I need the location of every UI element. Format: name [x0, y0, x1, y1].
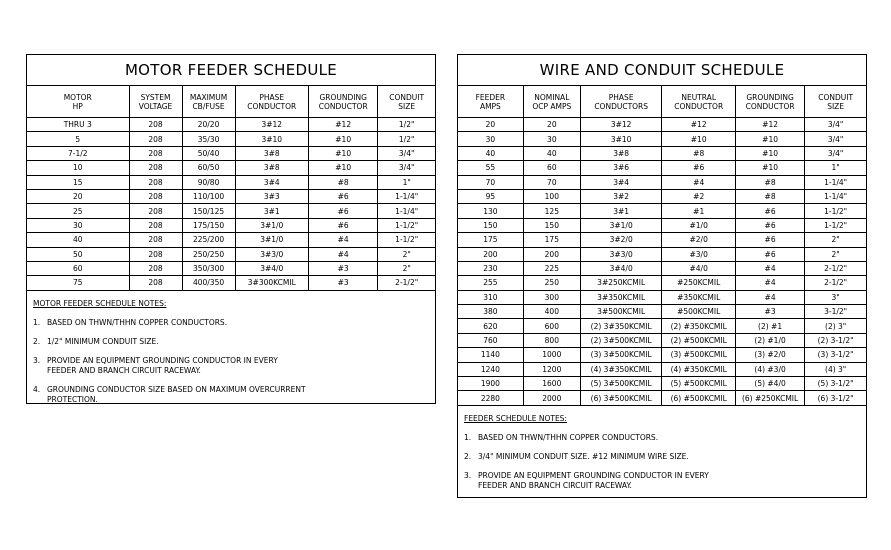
table-cell: 10: [27, 161, 129, 175]
table-cell: 1-1/4": [805, 189, 866, 203]
table-cell: 3#1/0: [235, 218, 308, 232]
wire-column-header: CONDUIT SIZE: [805, 86, 866, 118]
table-row: [458, 132, 866, 146]
table-cell: #4/0: [662, 261, 735, 275]
table-cell: 150: [458, 218, 523, 232]
table-cell: 3-1/2": [805, 305, 866, 319]
table-cell: 310: [458, 290, 523, 304]
table-cell: #10: [735, 132, 804, 146]
table-cell: 255: [458, 276, 523, 290]
table-cell: 1": [805, 161, 866, 175]
table-cell: 25: [27, 204, 129, 218]
table-cell: (5) 3-1/2": [805, 377, 866, 391]
table-cell: (2) 3": [805, 319, 866, 333]
table-cell: 75: [27, 276, 129, 290]
table-cell: 1/2": [378, 132, 435, 146]
table-cell: 2280: [458, 391, 523, 405]
note-text: GROUNDING CONDUCTOR SIZE BASED ON MAXIMUM OVERCURRENT PROTECTION.: [47, 384, 306, 404]
table-cell: (3) #2/0: [735, 348, 804, 362]
motor-schedule-title: MOTOR FEEDER SCHEDULE: [27, 55, 435, 86]
table-cell: (2) 3#500KCMIL: [580, 333, 662, 347]
table-cell: #4: [735, 276, 804, 290]
table-cell: 3#1: [580, 204, 662, 218]
table-cell: 2-1/2": [378, 276, 435, 290]
table-cell: 3#10: [235, 132, 308, 146]
table-row: [458, 146, 866, 160]
table-cell: 3#500KCMIL: [580, 305, 662, 319]
table-row: [458, 348, 866, 362]
table-cell: 2": [378, 261, 435, 275]
table-cell: 3#4: [235, 175, 308, 189]
note-item: [33, 318, 435, 328]
table-cell: 620: [458, 319, 523, 333]
table-cell: #3: [735, 305, 804, 319]
table-cell: #3: [309, 276, 378, 290]
table-row: [27, 261, 435, 275]
table-cell: #6: [735, 233, 804, 247]
table-cell: 30: [523, 132, 580, 146]
motor-notes-title: MOTOR FEEDER SCHEDULE NOTES:: [33, 298, 167, 308]
table-row: [458, 247, 866, 261]
table-row: [27, 161, 435, 175]
table-cell: 200: [458, 247, 523, 261]
table-cell: 300: [523, 290, 580, 304]
table-cell: 7-1/2: [27, 146, 129, 160]
table-cell: #250KCMIL: [662, 276, 735, 290]
table-cell: 3#3/0: [580, 247, 662, 261]
note-item: [33, 385, 435, 405]
table-row: [458, 189, 866, 203]
wire-column-header: GROUNDING CONDUCTOR: [735, 86, 804, 118]
table-cell: 3#12: [580, 118, 662, 132]
table-cell: #10: [309, 161, 378, 175]
table-cell: 760: [458, 333, 523, 347]
table-cell: #4: [735, 290, 804, 304]
table-cell: 200: [523, 247, 580, 261]
note-text: PROVIDE AN EQUIPMENT GROUNDING CONDUCTOR IN EVERY FEEDER AND BRANCH CIRCUIT RACEWAY.: [47, 355, 278, 375]
table-cell: 30: [458, 132, 523, 146]
table-cell: #3/0: [662, 247, 735, 261]
table-cell: 3#8: [235, 146, 308, 160]
table-cell: 60/50: [182, 161, 235, 175]
table-cell: 95: [458, 189, 523, 203]
table-cell: (6) #500KCMIL: [662, 391, 735, 405]
table-cell: 400: [523, 305, 580, 319]
table-cell: 90/80: [182, 175, 235, 189]
table-cell: (4) 3#350KCMIL: [580, 362, 662, 376]
table-cell: 1-1/2": [378, 218, 435, 232]
motor-schedule-table: [27, 86, 435, 291]
motor-notes-list: [33, 318, 435, 405]
table-cell: 40: [523, 146, 580, 160]
table-cell: #500KCMIL: [662, 305, 735, 319]
table-cell: (6) #250KCMIL: [735, 391, 804, 405]
table-cell: 20: [458, 118, 523, 132]
table-cell: (2) #1: [735, 319, 804, 333]
table-cell: 1-1/4": [378, 204, 435, 218]
wire-and-conduit-schedule: [457, 54, 867, 498]
table-row: [458, 362, 866, 376]
note-item: [464, 452, 866, 462]
table-row: [27, 118, 435, 132]
table-cell: #6: [662, 161, 735, 175]
table-cell: (2) #500KCMIL: [662, 333, 735, 347]
table-cell: #3: [309, 261, 378, 275]
table-cell: #6: [735, 247, 804, 261]
table-cell: 1900: [458, 377, 523, 391]
note-number: 1.: [33, 317, 41, 327]
table-cell: 3#2/0: [580, 233, 662, 247]
note-text: 1/2" MINIMUM CONDUIT SIZE.: [47, 336, 159, 346]
motor-schedule-notes: [27, 291, 435, 405]
table-cell: 15: [27, 175, 129, 189]
table-cell: 100: [523, 189, 580, 203]
table-cell: 175/150: [182, 218, 235, 232]
table-cell: 2": [378, 247, 435, 261]
table-cell: THRU 3: [27, 118, 129, 132]
table-cell: 1-1/2": [378, 233, 435, 247]
table-row: [458, 204, 866, 218]
table-cell: 208: [129, 261, 182, 275]
table-cell: 250: [523, 276, 580, 290]
table-cell: 208: [129, 146, 182, 160]
motor-table-body: [27, 118, 435, 291]
table-cell: 150: [523, 218, 580, 232]
table-row: [458, 305, 866, 319]
table-cell: (4) #350KCMIL: [662, 362, 735, 376]
table-cell: 600: [523, 319, 580, 333]
table-cell: 225/200: [182, 233, 235, 247]
table-cell: (3) 3-1/2": [805, 348, 866, 362]
table-cell: 60: [27, 261, 129, 275]
wire-notes-list: [464, 433, 866, 491]
table-cell: #8: [662, 146, 735, 160]
table-cell: 3/4": [805, 132, 866, 146]
motor-column-header: SYSTEM VOLTAGE: [129, 86, 182, 118]
wire-schedule-title: WIRE AND CONDUIT SCHEDULE: [458, 55, 866, 86]
table-cell: 60: [523, 161, 580, 175]
table-cell: (6) 3#500KCMIL: [580, 391, 662, 405]
table-cell: 208: [129, 276, 182, 290]
table-cell: #1/0: [662, 218, 735, 232]
table-cell: 3#1/0: [235, 233, 308, 247]
note-item: [464, 433, 866, 443]
table-cell: #6: [309, 189, 378, 203]
table-cell: 50: [27, 247, 129, 261]
table-cell: 2-1/2": [805, 276, 866, 290]
table-cell: 208: [129, 118, 182, 132]
table-cell: 2-1/2": [805, 261, 866, 275]
table-cell: 3#1: [235, 204, 308, 218]
table-row: [27, 276, 435, 290]
table-cell: #1: [662, 204, 735, 218]
wire-schedule-notes: [458, 406, 866, 491]
table-cell: 208: [129, 175, 182, 189]
table-cell: 225: [523, 261, 580, 275]
note-item: [33, 337, 435, 347]
table-cell: 3#4/0: [580, 261, 662, 275]
table-cell: 208: [129, 247, 182, 261]
table-cell: (6) 3-1/2": [805, 391, 866, 405]
table-row: [27, 175, 435, 189]
motor-column-header: PHASE CONDUCTOR: [235, 86, 308, 118]
table-cell: 208: [129, 204, 182, 218]
table-cell: 1/2": [378, 118, 435, 132]
motor-column-header: MOTOR HP: [27, 86, 129, 118]
table-cell: 380: [458, 305, 523, 319]
table-cell: 3": [805, 290, 866, 304]
table-cell: 350/300: [182, 261, 235, 275]
table-cell: 208: [129, 189, 182, 203]
table-cell: #4: [662, 175, 735, 189]
table-cell: 175: [458, 233, 523, 247]
motor-feeder-schedule: [26, 54, 436, 404]
motor-column-header: GROUNDING CONDUCTOR: [309, 86, 378, 118]
table-cell: 2000: [523, 391, 580, 405]
table-cell: 70: [458, 175, 523, 189]
table-cell: 3#6: [580, 161, 662, 175]
table-cell: 125: [523, 204, 580, 218]
table-row: [458, 161, 866, 175]
table-cell: 3#4/0: [235, 261, 308, 275]
table-cell: #6: [309, 204, 378, 218]
table-cell: 230: [458, 261, 523, 275]
note-number: 4.: [33, 384, 41, 394]
table-cell: 40: [458, 146, 523, 160]
note-text: BASED ON THWN/THHN COPPER CONDUCTORS.: [478, 432, 659, 442]
table-cell: 55: [458, 161, 523, 175]
table-cell: 130: [458, 204, 523, 218]
table-cell: 1": [378, 175, 435, 189]
table-cell: 3#12: [235, 118, 308, 132]
table-cell: 1200: [523, 362, 580, 376]
table-cell: (2) 3-1/2": [805, 333, 866, 347]
table-cell: 3#3: [235, 189, 308, 203]
note-item: [464, 471, 866, 491]
wire-column-header: PHASE CONDUCTORS: [580, 86, 662, 118]
table-cell: 1-1/2": [805, 218, 866, 232]
table-cell: #10: [735, 161, 804, 175]
table-cell: #4: [735, 261, 804, 275]
table-cell: #350KCMIL: [662, 290, 735, 304]
table-cell: 800: [523, 333, 580, 347]
table-cell: 1-1/4": [805, 175, 866, 189]
table-cell: (5) 3#500KCMIL: [580, 377, 662, 391]
table-cell: 208: [129, 218, 182, 232]
table-row: [458, 118, 866, 132]
table-cell: 3/4": [378, 161, 435, 175]
table-cell: 20: [27, 189, 129, 203]
wire-column-header: FEEDER AMPS: [458, 86, 523, 118]
table-row: [458, 377, 866, 391]
table-row: [27, 247, 435, 261]
table-cell: 3#2: [580, 189, 662, 203]
table-cell: 1240: [458, 362, 523, 376]
table-cell: 30: [27, 218, 129, 232]
table-cell: 50/40: [182, 146, 235, 160]
wire-notes-title: FEEDER SCHEDULE NOTES:: [464, 413, 567, 423]
table-row: [27, 189, 435, 203]
table-cell: 3#8: [235, 161, 308, 175]
table-cell: #4: [309, 247, 378, 261]
note-text: BASED ON THWN/THHN COPPER CONDUCTORS.: [47, 317, 228, 327]
table-cell: (2) 3#350KCMIL: [580, 319, 662, 333]
table-row: [458, 319, 866, 333]
table-cell: 3#1/0: [580, 218, 662, 232]
table-row: [458, 290, 866, 304]
table-cell: 2": [805, 233, 866, 247]
table-row: [27, 132, 435, 146]
motor-column-header: CONDUIT SIZE: [378, 86, 435, 118]
table-cell: 175: [523, 233, 580, 247]
table-cell: 1-1/4": [378, 189, 435, 203]
note-text: 3/4" MINIMUM CONDUIT SIZE. #12 MINIMUM WIRE SIZE.: [478, 451, 689, 461]
table-cell: #10: [309, 132, 378, 146]
wire-header-row: [458, 86, 866, 118]
table-cell: #2: [662, 189, 735, 203]
table-cell: 1-1/2": [805, 204, 866, 218]
table-cell: 3/4": [805, 146, 866, 160]
table-cell: 20/20: [182, 118, 235, 132]
note-number: 3.: [464, 470, 472, 480]
table-row: [27, 233, 435, 247]
wire-table-body: [458, 118, 866, 406]
table-cell: #8: [309, 175, 378, 189]
table-cell: 3#10: [580, 132, 662, 146]
table-row: [458, 218, 866, 232]
table-cell: #8: [735, 175, 804, 189]
note-number: 2.: [33, 336, 41, 346]
wire-schedule-table: [458, 86, 866, 406]
table-cell: #10: [662, 132, 735, 146]
note-text: PROVIDE AN EQUIPMENT GROUNDING CONDUCTOR IN EVERY FEEDER AND BRANCH CIRCUIT RACEWAY.: [478, 470, 709, 490]
table-cell: #2/0: [662, 233, 735, 247]
table-cell: 35/30: [182, 132, 235, 146]
table-cell: 3#3/0: [235, 247, 308, 261]
table-row: [458, 233, 866, 247]
table-cell: #4: [309, 233, 378, 247]
table-cell: (2) #350KCMIL: [662, 319, 735, 333]
table-cell: #12: [662, 118, 735, 132]
table-cell: #10: [735, 146, 804, 160]
table-cell: 208: [129, 161, 182, 175]
table-cell: #6: [735, 218, 804, 232]
table-cell: 3#8: [580, 146, 662, 160]
note-number: 3.: [33, 355, 41, 365]
table-cell: 3/4": [378, 146, 435, 160]
table-cell: 3#4: [580, 175, 662, 189]
table-cell: 3#350KCMIL: [580, 290, 662, 304]
motor-column-header: MAXIMUM CB/FUSE: [182, 86, 235, 118]
table-cell: 3#300KCMIL: [235, 276, 308, 290]
table-cell: 5: [27, 132, 129, 146]
table-cell: 40: [27, 233, 129, 247]
table-cell: 208: [129, 132, 182, 146]
table-cell: (3) #500KCMIL: [662, 348, 735, 362]
table-cell: (5) #4/0: [735, 377, 804, 391]
wire-column-header: NOMINAL OCP AMPS: [523, 86, 580, 118]
table-cell: 150/125: [182, 204, 235, 218]
table-row: [27, 204, 435, 218]
table-cell: (2) #1/0: [735, 333, 804, 347]
note-number: 2.: [464, 451, 472, 461]
table-cell: 1600: [523, 377, 580, 391]
table-cell: #8: [735, 189, 804, 203]
table-cell: #6: [309, 218, 378, 232]
table-cell: #12: [735, 118, 804, 132]
table-cell: 250/250: [182, 247, 235, 261]
note-item: [33, 356, 435, 376]
table-cell: (3) 3#500KCMIL: [580, 348, 662, 362]
table-row: [458, 276, 866, 290]
note-number: 1.: [464, 432, 472, 442]
table-cell: 70: [523, 175, 580, 189]
table-cell: 110/100: [182, 189, 235, 203]
table-cell: (4) 3": [805, 362, 866, 376]
table-row: [27, 218, 435, 232]
table-cell: 2": [805, 247, 866, 261]
table-row: [458, 261, 866, 275]
table-cell: 208: [129, 233, 182, 247]
table-cell: (4) #3/0: [735, 362, 804, 376]
table-row: [458, 175, 866, 189]
table-cell: #10: [309, 146, 378, 160]
table-cell: 3#250KCMIL: [580, 276, 662, 290]
table-cell: #12: [309, 118, 378, 132]
table-cell: 400/350: [182, 276, 235, 290]
table-cell: (5) #500KCMIL: [662, 377, 735, 391]
motor-header-row: [27, 86, 435, 118]
table-cell: 20: [523, 118, 580, 132]
table-cell: 1140: [458, 348, 523, 362]
table-row: [458, 333, 866, 347]
table-row: [458, 391, 866, 405]
wire-column-header: NEUTRAL CONDUCTOR: [662, 86, 735, 118]
table-cell: 1000: [523, 348, 580, 362]
table-row: [27, 146, 435, 160]
table-cell: 3/4": [805, 118, 866, 132]
table-cell: #6: [735, 204, 804, 218]
